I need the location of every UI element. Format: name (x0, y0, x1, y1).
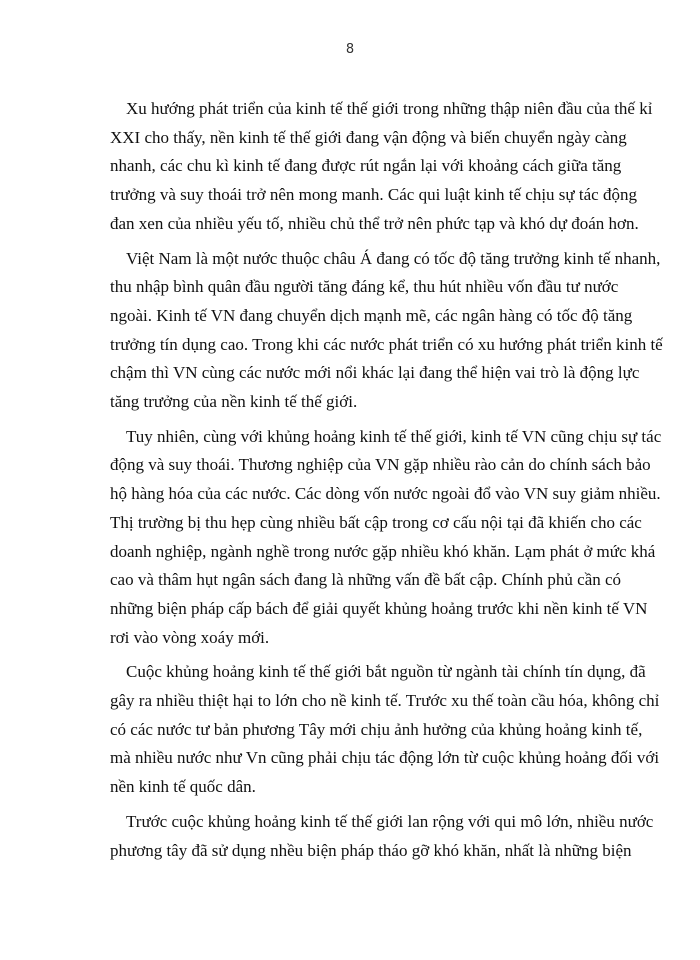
text-line: Trước cuộc khủng hoảng kinh tế thế giới lan rộng với qui mô lớn, nhiều nước (126, 811, 654, 831)
text-line: XXI cho thấy, nền kinh tế thế giới đang vận động và biến chuyển ngày càng (110, 127, 627, 147)
text-line: Việt Nam là một nước thuộc châu Á đang có tốc độ tăng trưởng kinh tế nhanh, (126, 248, 661, 268)
text-line: trưởng tín dụng cao. Trong khi các nước phát triển có xu hướng phát triển kinh tế (110, 334, 663, 354)
text-line: Cuộc khủng hoảng kinh tế thế giới bắt nguồn từ ngành tài chính tín dụng, đã (126, 662, 646, 682)
text-line: Xu hướng phát triển của kinh tế thế giới trong những thập niên đầu của thế kỉ (126, 99, 653, 118)
paragraph-1 (110, 95, 653, 239)
text-line: Tuy nhiên, cùng với khủng hoảng kinh tế thế giới, kinh tế VN cũng chịu sự tác (126, 426, 662, 446)
paragraph-2 (110, 245, 663, 417)
text-line: ngoài. Kinh tế VN đang chuyển dịch mạnh mẽ, các ngân hàng có tốc độ tăng (110, 305, 633, 325)
text-line: đan xen của nhiều yếu tố, nhiều chủ thể trở nên phức tạp và khó dự đoán hơn. (110, 213, 639, 233)
text-line: gây ra nhiều thiệt hại to lớn cho nề kinh tế. Trước xu thế toàn cầu hóa, không chỉ (110, 691, 660, 711)
text-line: những biện pháp cấp bách để giải quyết khủng hoảng trước khi nền kinh tế VN (110, 598, 648, 618)
paragraph-3 (110, 423, 662, 653)
text-line: rơi vào vòng xoáy mới. (110, 627, 270, 647)
text-line: hộ hàng hóa của các nước. Các dòng vốn nước ngoài đổ vào VN suy giảm nhiều. (110, 484, 661, 504)
text-line: cao và thâm hụt ngân sách đang là những vấn đề bất cập. Chính phủ cần có (110, 570, 622, 590)
text-line: trưởng và suy thoái trở nên mong manh. Các qui luật kinh tế chịu sự tác động (110, 185, 637, 205)
text-line: phương tây đã sử dụng nhều biện pháp tháo gỡ khó khăn, nhất là những biện (110, 840, 632, 860)
text-line: nhanh, các chu kì kinh tế đang được rút ngắn lại với khoảng cách giữa tăng (110, 156, 622, 176)
text-line: Thị trường bị thu hẹp cùng nhiều bất cập trong cơ cấu nội tại đã khiến cho các (110, 512, 642, 532)
text-line: động và suy thoái. Thương nghiệp của VN gặp nhiều rào cản do chính sách bảo (110, 455, 651, 475)
text-line: chậm thì VN cùng các nước mới nổi khác lại đang thể hiện vai trò là động lực (110, 363, 640, 383)
text-line: có các nước tư bản phương Tây mới chịu ảnh hưởng của khủng hoảng kinh tế, (110, 719, 643, 739)
document-body (110, 95, 663, 871)
paragraph-4 (110, 658, 660, 802)
text-line: tăng trưởng của nền kinh tế thế giới. (110, 392, 358, 412)
page-number: 8 (345, 42, 355, 57)
text-line: mà nhiều nước như Vn cũng phải chịu tác động lớn từ cuộc khủng hoảng đối với (110, 748, 660, 768)
paragraph-5 (110, 808, 654, 865)
text-line: doanh nghiệp, ngành nghề trong nước gặp nhiều khó khăn. Lạm phát ở mức khá (110, 541, 656, 561)
text-line: thu nhập bình quân đầu người tăng đáng kể, thu hút nhiều vốn đầu tư nước (110, 277, 619, 297)
text-line: nền kinh tế quốc dân. (110, 777, 256, 797)
